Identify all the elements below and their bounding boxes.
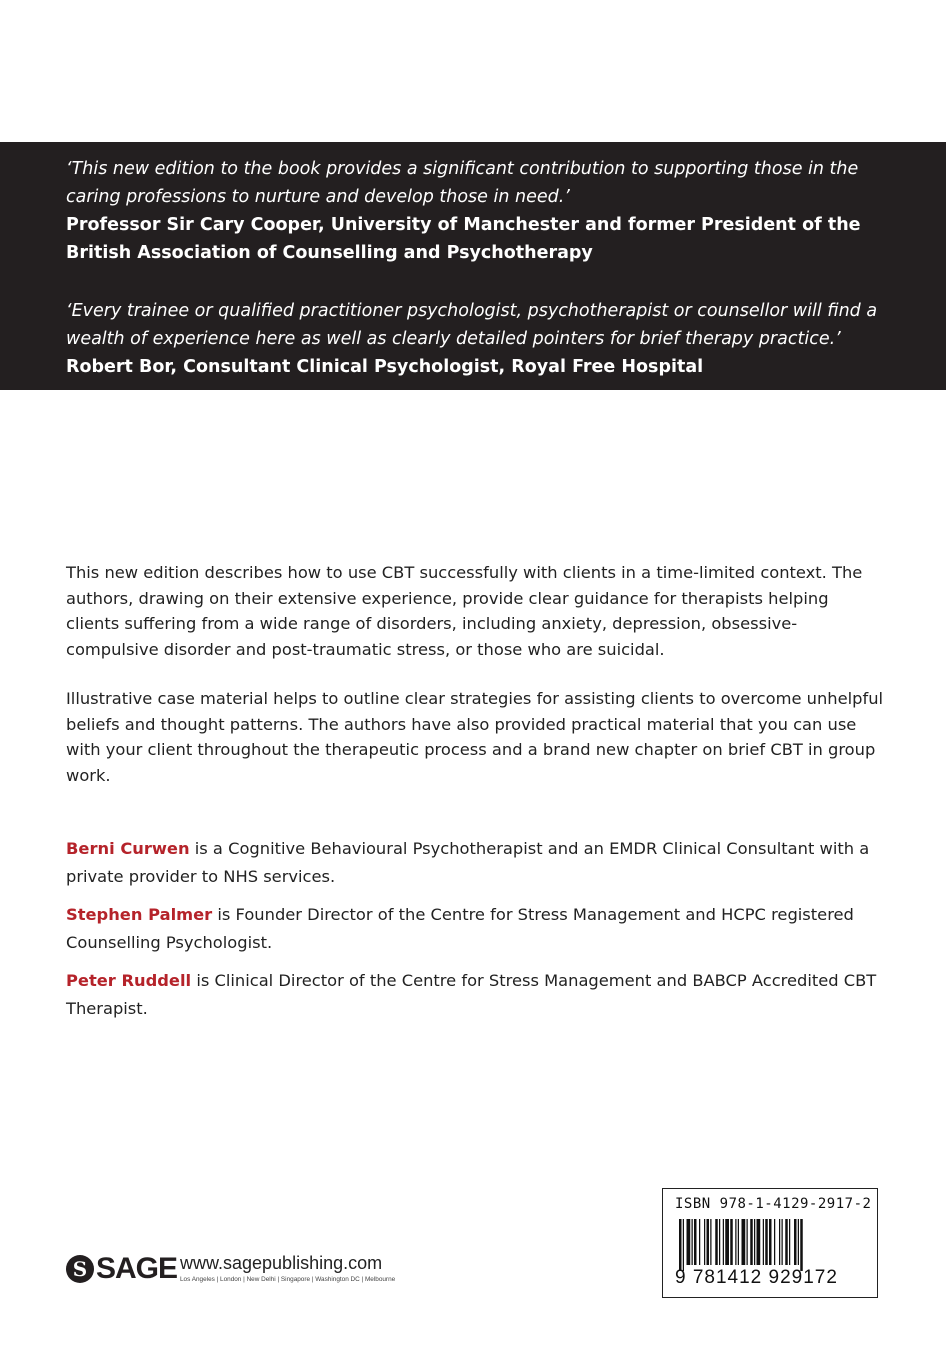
barcode-bar <box>774 1219 775 1265</box>
author-name: Stephen Palmer <box>66 905 213 924</box>
sage-logo-icon <box>66 1255 94 1283</box>
barcode-bar <box>763 1219 764 1265</box>
barcode-bar <box>719 1219 720 1265</box>
author-bio <box>66 835 886 891</box>
publisher-cities: Los Angeles | London | New Delhi | Singapore | Washington DC | Melbourne <box>180 1276 396 1283</box>
barcode-bar <box>707 1219 710 1265</box>
author-bio-text: is a Cognitive Behavioural Psychotherapist and an EMDR Clinical Consultant with a private provider to NHS services. <box>66 839 870 886</box>
barcode-bar <box>765 1219 768 1265</box>
author-bio <box>66 967 886 1023</box>
barcode-bar <box>679 1219 682 1271</box>
barcode-bar <box>794 1219 797 1265</box>
endorsement-quote: ‘This new edition to the book provides a significant contribution to supporting those in the caring professions to nurture and develop those in need.’ <box>66 159 859 207</box>
endorsement-attribution: Robert Bor, Consultant Clinical Psychologist, Royal Free Hospital <box>66 357 704 377</box>
barcode-bar <box>789 1219 790 1265</box>
barcode-bar <box>715 1219 718 1265</box>
barcode-bar <box>800 1219 803 1271</box>
endorsement-2 <box>66 297 896 381</box>
sage-logo-letter: S <box>72 1257 88 1281</box>
isbn-barcode-box <box>662 1188 878 1298</box>
publisher-url: www.sagepublishing.com <box>180 1253 383 1273</box>
barcode-bar <box>704 1219 705 1265</box>
barcode-bar <box>785 1219 788 1265</box>
publisher-logo-text: SAGE <box>96 1252 178 1285</box>
endorsement-1 <box>66 155 896 267</box>
author-bio-text: is Founder Director of the Centre for Stress Management and HCPC registered Counselling Psychologist. <box>66 905 854 952</box>
barcode-bar <box>754 1219 755 1265</box>
barcode-digits: 9 781412 929172 <box>675 1267 838 1288</box>
barcode-bar <box>735 1219 736 1265</box>
barcode-bar <box>798 1219 799 1265</box>
barcode-icon <box>677 1219 867 1271</box>
barcode-bar <box>769 1219 772 1265</box>
author-name: Peter Ruddell <box>66 971 192 990</box>
endorsement-band <box>0 142 946 390</box>
endorsement-quote: ‘Every trainee or qualified practitioner psychologist, psychotherapist or counsellor will find a wealth of experience here as well as clearly detailed pointers for brief therapy practice.’ <box>66 301 878 349</box>
barcode-bar <box>699 1219 700 1265</box>
description-paragraph: Illustrative case material helps to outline clear strategies for assisting clients to overcome unhelpful beliefs and thought patterns. The authors have also provided practical material that you can use with your client throughout the therapeutic process and a brand new chapter on brief CBT in group work. <box>66 689 884 785</box>
isbn-label: ISBN 978-1-4129-2917-2 <box>675 1196 872 1212</box>
author-name: Berni Curwen <box>66 839 190 858</box>
author-bio <box>66 901 886 957</box>
barcode-bar <box>692 1219 693 1265</box>
barcode-bar <box>683 1219 684 1271</box>
barcode-bar <box>779 1219 780 1265</box>
barcode-bar <box>750 1219 753 1265</box>
barcode-bar <box>747 1219 748 1265</box>
author-bio-text: is Clinical Director of the Centre for Stress Management and BABCP Accredited CBT Therapist. <box>66 971 877 1018</box>
barcode-bar <box>725 1219 729 1265</box>
barcode-bar <box>782 1219 783 1265</box>
barcode-bar <box>730 1219 733 1265</box>
barcode-bar <box>757 1219 761 1265</box>
description-paragraph: This new edition describes how to use CBT successfully with clients in a time-limited context. The authors, drawing on their extensive experience, provide clear guidance for therapists helping clients suffering from a wide range of disorders, including anxiety, depression, obsessive-compulsive disorder and post-traumatic stress, or those who are suicidal. <box>66 563 863 659</box>
publisher-block <box>66 1252 426 1292</box>
barcode-bar <box>710 1219 711 1265</box>
barcode-bar <box>694 1219 697 1265</box>
barcode-bar <box>687 1219 691 1265</box>
endorsement-attribution: Professor Sir Cary Cooper, University of Manchester and former President of the British Association of Counselling and Psychotherapy <box>66 215 861 263</box>
barcode-bar <box>742 1219 746 1265</box>
barcode-bar <box>738 1219 739 1265</box>
barcode-bar <box>723 1219 724 1265</box>
